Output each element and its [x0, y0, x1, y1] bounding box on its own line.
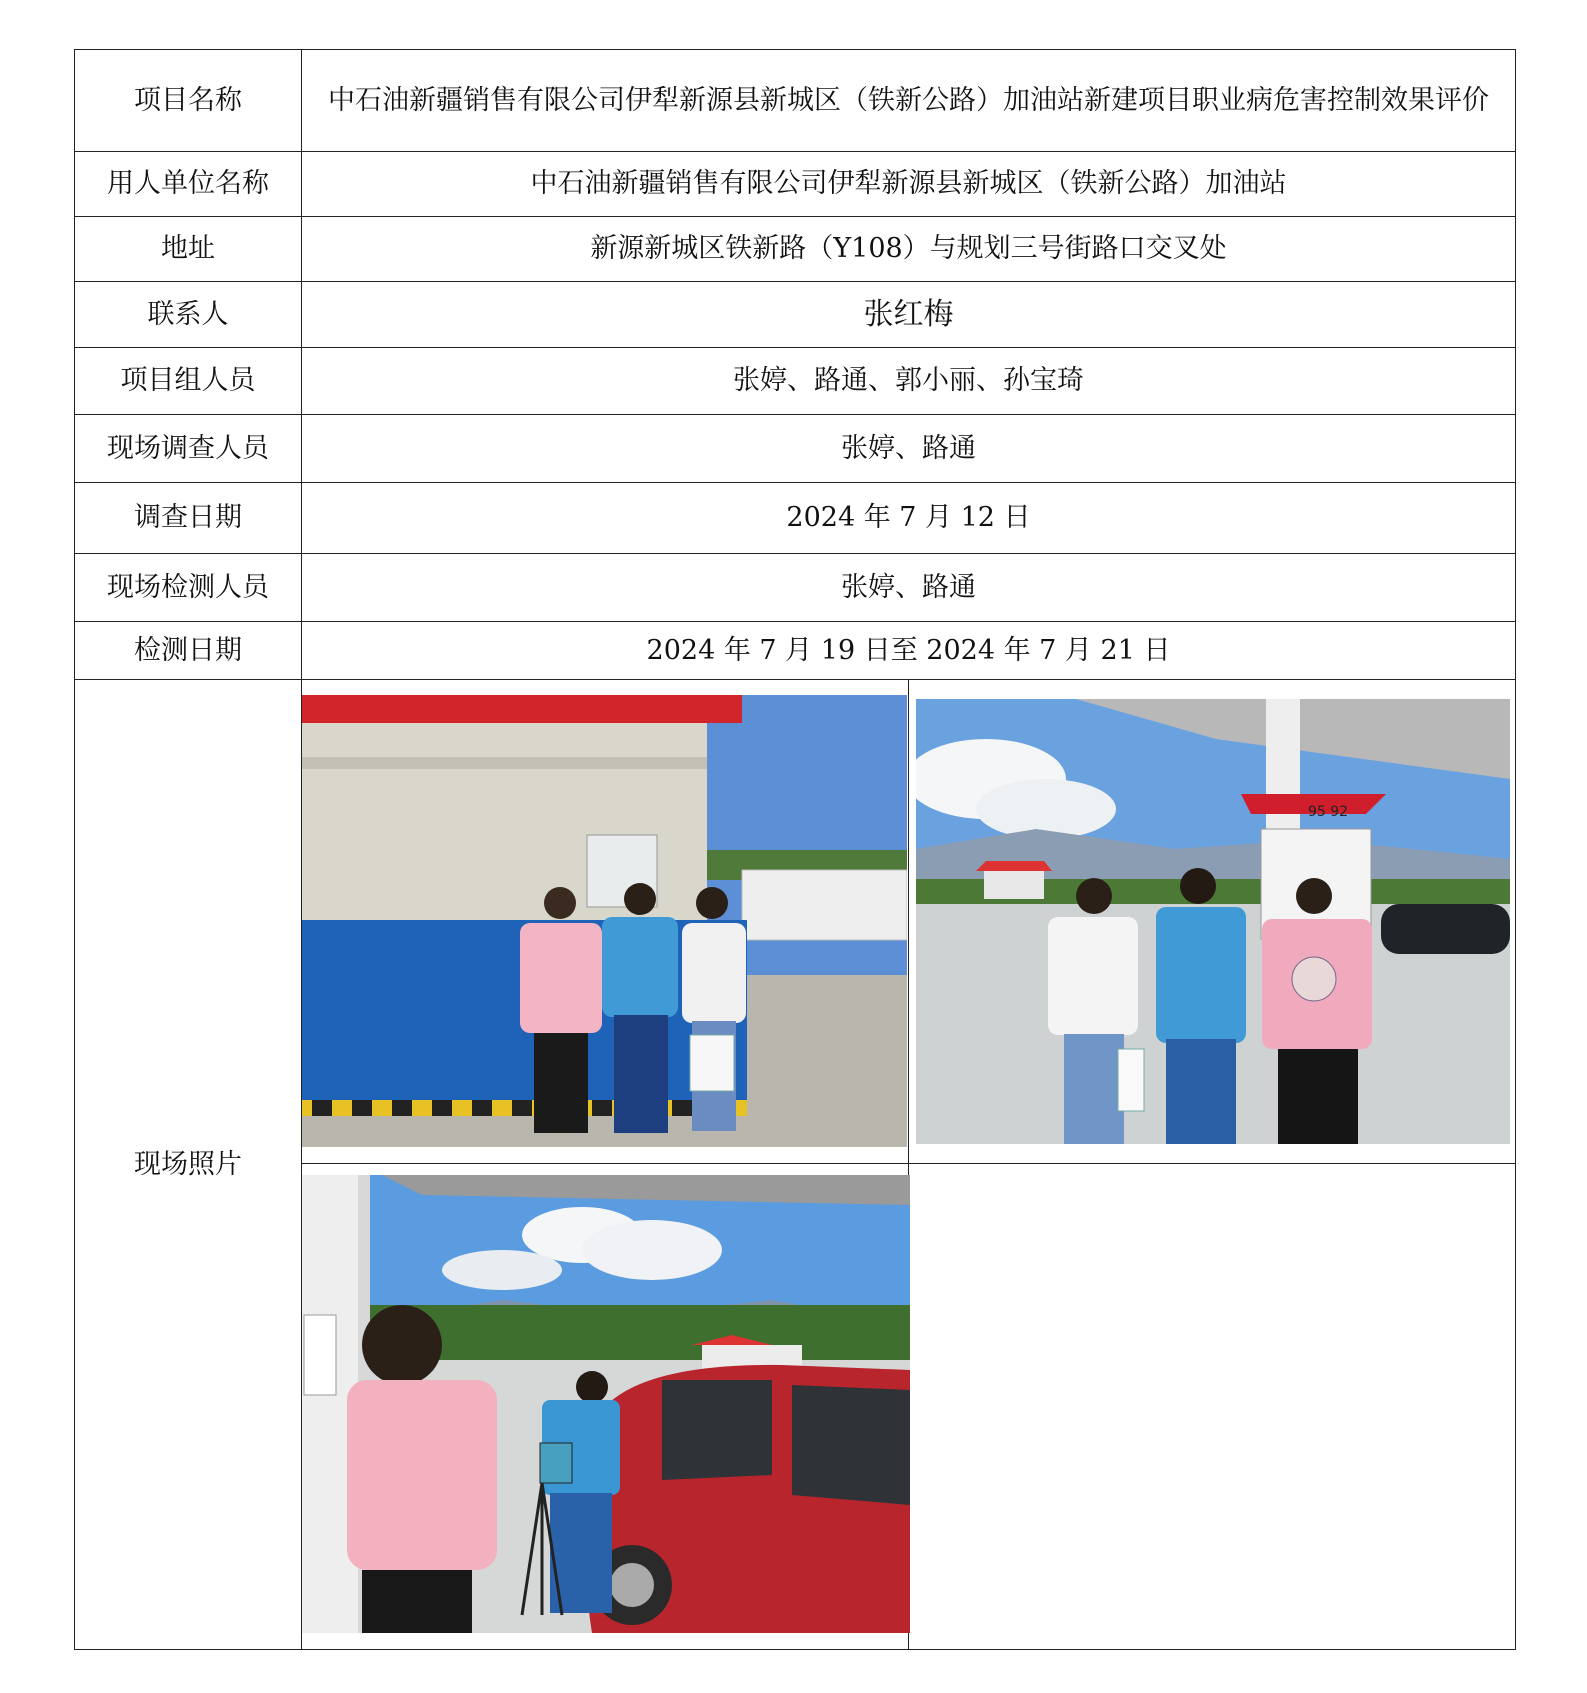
row-photos-top [75, 680, 1516, 1164]
value-address: 新源新城区铁新路（Y108）与规划三号街路口交叉处 [302, 217, 1516, 282]
pump-price-sign: 95 92 [1308, 804, 1349, 820]
label-test-date: 检测日期 [75, 622, 302, 680]
label-address: 地址 [75, 217, 302, 282]
row-contact [75, 282, 1516, 348]
label-project-team: 项目组人员 [75, 348, 302, 415]
label-site-photos: 现场照片 [75, 680, 302, 1650]
row-address [75, 217, 1516, 282]
value-employer: 中石油新疆销售有限公司伊犁新源县新城区（铁新公路）加油站 [302, 152, 1516, 217]
site-photo-1 [302, 695, 907, 1147]
row-employer [75, 152, 1516, 217]
value-survey-date: 2024 年 7 月 12 日 [302, 483, 1516, 554]
value-project-name: 中石油新疆销售有限公司伊犁新源县新城区（铁新公路）加油站新建项目职业病危害控制效果评价 [302, 50, 1516, 152]
label-employer: 用人单位名称 [75, 152, 302, 217]
row-survey-date [75, 483, 1516, 554]
row-test-date [75, 622, 1516, 680]
label-test-staff: 现场检测人员 [75, 554, 302, 622]
value-test-staff: 张婷、路通 [302, 554, 1516, 622]
row-survey-staff [75, 415, 1516, 483]
label-survey-date: 调查日期 [75, 483, 302, 554]
info-table [74, 49, 1516, 1650]
photo-cell-2 [909, 680, 1516, 1164]
value-test-date: 2024 年 7 月 19 日至 2024 年 7 月 21 日 [302, 622, 1516, 680]
empty-photo-cell [909, 1164, 1516, 1650]
photo-cell-1 [302, 680, 909, 1164]
row-test-staff [75, 554, 1516, 622]
value-contact: 张红梅 [302, 282, 1516, 348]
label-contact: 联系人 [75, 282, 302, 348]
label-project-name: 项目名称 [75, 50, 302, 152]
site-photo-3 [302, 1175, 910, 1633]
site-photo-2 [916, 699, 1510, 1144]
photo-cell-3 [302, 1164, 909, 1650]
label-survey-staff: 现场调查人员 [75, 415, 302, 483]
value-project-team: 张婷、路通、郭小丽、孙宝琦 [302, 348, 1516, 415]
row-project-team [75, 348, 1516, 415]
row-project-name [75, 50, 1516, 152]
value-survey-staff: 张婷、路通 [302, 415, 1516, 483]
